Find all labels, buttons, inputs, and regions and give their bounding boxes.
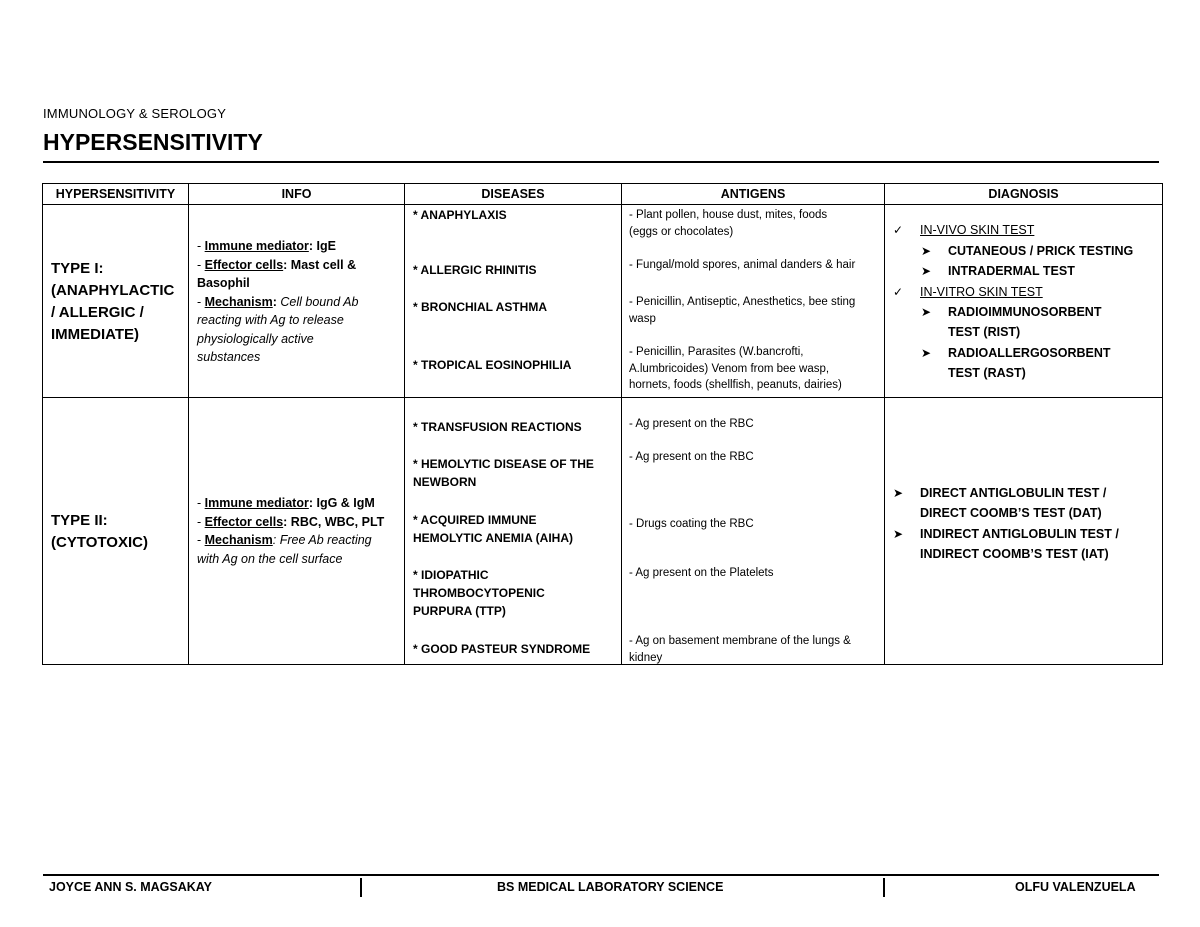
type-label-line: IMMEDIATE) — [51, 326, 140, 343]
type-label-line: / ALLERGIC / — [51, 304, 144, 321]
iat-test: INDIRECT ANTIGLOBULIN TEST / — [920, 527, 1119, 541]
table-header-row — [43, 184, 1163, 205]
type-label-line: (ANAPHYLACTIC — [51, 282, 175, 299]
footer-program: BS MEDICAL LABORATORY SCIENCE — [497, 880, 724, 894]
antigen-item — [629, 207, 878, 240]
immune-mediator-label: Immune mediator — [204, 239, 309, 253]
info-cell — [189, 398, 405, 665]
diagnosis-cell — [885, 398, 1163, 665]
immune-mediator-line: - Immune mediator: IgE — [197, 239, 336, 253]
antigen-line: hornets, foods (shellfish, peanuts, dairies) — [629, 379, 842, 391]
in-vivo-test: IN-VIVO SKIN TEST — [920, 223, 1035, 237]
header-divider — [43, 161, 1159, 163]
disease-line: * ACQUIRED IMMUNE — [413, 513, 537, 527]
antigen-line: - Fungal/mold spores, animal danders & hair — [629, 259, 856, 271]
antigen-item — [629, 633, 878, 666]
type-cell — [43, 205, 189, 398]
antigen-line: - Ag present on the RBC — [629, 418, 754, 430]
hypersensitivity-table — [42, 183, 1163, 665]
disease-line: PURPURA (TTP) — [413, 604, 506, 618]
diagnosis-cell — [885, 205, 1163, 398]
effector-cells-value: RBC, WBC, PLT — [290, 514, 385, 529]
disease-item: * ALLERGIC RHINITIS — [413, 263, 537, 277]
antigen-line: - Ag on basement membrane of the lungs & — [629, 635, 851, 647]
disease-line: NEWBORN — [413, 475, 477, 489]
check-icon: ✓ — [893, 223, 904, 237]
mechanism-line: - Mechanism: Cell bound Ab — [197, 294, 359, 309]
table-row — [43, 205, 1163, 398]
col-header-hypersensitivity: HYPERSENSITIVITY — [43, 184, 189, 205]
disease-item — [413, 418, 615, 436]
disease-item — [413, 455, 615, 491]
footer-school: OLFU VALENZUELA — [1015, 880, 1136, 894]
disease-item — [413, 640, 615, 658]
antigen-line: wasp — [629, 312, 656, 325]
in-vitro-test: IN-VITRO SKIN TEST — [920, 285, 1043, 299]
type-label-line: (CYTOTOXIC) — [51, 534, 148, 551]
antigen-line: kidney — [629, 651, 663, 664]
footer-divider — [43, 874, 1159, 876]
antigen-item — [629, 516, 878, 533]
info-cell — [189, 205, 405, 398]
antigen-line: - Penicillin, Antiseptic, Anesthetics, bee sting — [629, 296, 856, 308]
antigen-line: - Drugs coating the RBC — [629, 518, 754, 530]
mechanism-line-cont: reacting with Ag to release — [197, 313, 344, 327]
disease-item — [413, 566, 615, 620]
antigen-item — [629, 257, 878, 274]
mechanism-label: Mechanism — [204, 533, 273, 547]
disease-line: HEMOLYTIC ANEMIA (AIHA) — [413, 531, 573, 545]
immune-mediator-value: IgE — [316, 239, 336, 253]
effector-cells-line: - Effector cells: Mast cell & — [197, 257, 357, 272]
antigen-line: - Ag present on the RBC — [629, 451, 754, 463]
disease-line: * GOOD PASTEUR SYNDROME — [413, 642, 591, 656]
immune-mediator-label: Immune mediator — [204, 496, 309, 510]
type-label-line: TYPE I: — [51, 260, 104, 277]
rist-test: RADIOIMMUNOSORBENT — [948, 305, 1102, 319]
disease-item — [413, 511, 615, 547]
immune-mediator-value: IgG & IgM — [316, 496, 375, 510]
diseases-cell — [405, 205, 622, 398]
mechanism-value: Free Ab reacting — [279, 533, 372, 547]
antigen-line: - Ag present on the Platelets — [629, 567, 774, 579]
mechanism-line: - Mechanism: Free Ab reacting — [197, 533, 372, 547]
antigen-item — [629, 449, 878, 466]
type-label-line: TYPE II: — [51, 512, 108, 529]
disease-item: * ANAPHYLAXIS — [413, 208, 507, 222]
footer-separator — [360, 878, 362, 897]
mechanism-line-cont: with Ag on the cell surface — [197, 551, 343, 566]
antigens-cell — [622, 398, 885, 665]
page-title: HYPERSENSITIVITY — [43, 129, 263, 155]
arrow-bullet-icon: ➤ — [921, 305, 932, 319]
rist-test-cont: TEST (RIST) — [948, 325, 1021, 339]
mechanism-line-cont: substances — [197, 350, 261, 364]
type-cell — [43, 398, 189, 665]
antigen-line: - Plant pollen, house dust, mites, foods — [629, 209, 828, 221]
antigen-line: (eggs or chocolates) — [629, 225, 734, 238]
iat-test-cont: INDIRECT COOMB’S TEST (IAT) — [920, 547, 1109, 561]
antigen-item — [629, 416, 878, 433]
table-row — [43, 398, 1163, 665]
arrow-bullet-icon: ➤ — [893, 486, 904, 500]
mechanism-label: Mechanism — [204, 294, 273, 309]
intradermal-test: INTRADERMAL TEST — [948, 264, 1075, 278]
footer-separator — [883, 878, 885, 897]
col-header-diseases: DISEASES — [405, 184, 622, 205]
arrow-bullet-icon: ➤ — [921, 346, 932, 360]
subject-heading: IMMUNOLOGY & SEROLOGY — [43, 106, 227, 121]
disease-line: THROMBOCYTOPENIC — [413, 586, 545, 600]
disease-item: * TROPICAL EOSINOPHILIA — [413, 358, 572, 372]
col-header-info: INFO — [189, 184, 405, 205]
col-header-diagnosis: DIAGNOSIS — [885, 184, 1163, 205]
antigen-item — [629, 565, 878, 582]
diseases-cell — [405, 398, 622, 665]
disease-line: * IDIOPATHIC — [413, 568, 489, 582]
col-header-antigens: ANTIGENS — [622, 184, 885, 205]
dat-test: DIRECT ANTIGLOBULIN TEST / — [920, 486, 1107, 500]
mechanism-value: Cell bound Ab — [280, 294, 359, 309]
effector-cells-label: Effector cells — [204, 257, 284, 272]
effector-cells-label: Effector cells — [204, 514, 284, 529]
mechanism-line-cont: physiologically active — [197, 331, 314, 346]
arrow-bullet-icon: ➤ — [893, 527, 904, 541]
antigen-line: A.lumbricoides) Venom from bee wasp, — [629, 362, 830, 375]
antigen-item — [629, 344, 878, 394]
antigen-item — [629, 294, 878, 327]
immune-mediator-line: - Immune mediator: IgG & IgM — [197, 496, 375, 510]
arrow-bullet-icon: ➤ — [921, 264, 932, 278]
disease-item: * BRONCHIAL ASTHMA — [413, 300, 547, 314]
rast-test-cont: TEST (RAST) — [948, 366, 1026, 380]
footer-author: JOYCE ANN S. MAGSAKAY — [49, 880, 212, 894]
antigens-cell — [622, 205, 885, 398]
rast-test: RADIOALLERGOSORBENT — [948, 346, 1111, 360]
arrow-bullet-icon: ➤ — [921, 244, 932, 258]
disease-line: * TRANSFUSION REACTIONS — [413, 420, 582, 434]
antigen-line: - Penicillin, Parasites (W.bancrofti, — [629, 346, 804, 358]
effector-cells-value-cont: Basophil — [197, 276, 250, 290]
check-icon: ✓ — [893, 285, 904, 299]
disease-line: * HEMOLYTIC DISEASE OF THE — [413, 457, 594, 471]
effector-cells-value: Mast cell & — [290, 257, 357, 272]
cutaneous-test: CUTANEOUS / PRICK TESTING — [948, 244, 1134, 258]
effector-cells-line: - Effector cells: RBC, WBC, PLT — [197, 514, 385, 529]
dat-test-cont: DIRECT COOMB’S TEST (DAT) — [920, 506, 1102, 520]
